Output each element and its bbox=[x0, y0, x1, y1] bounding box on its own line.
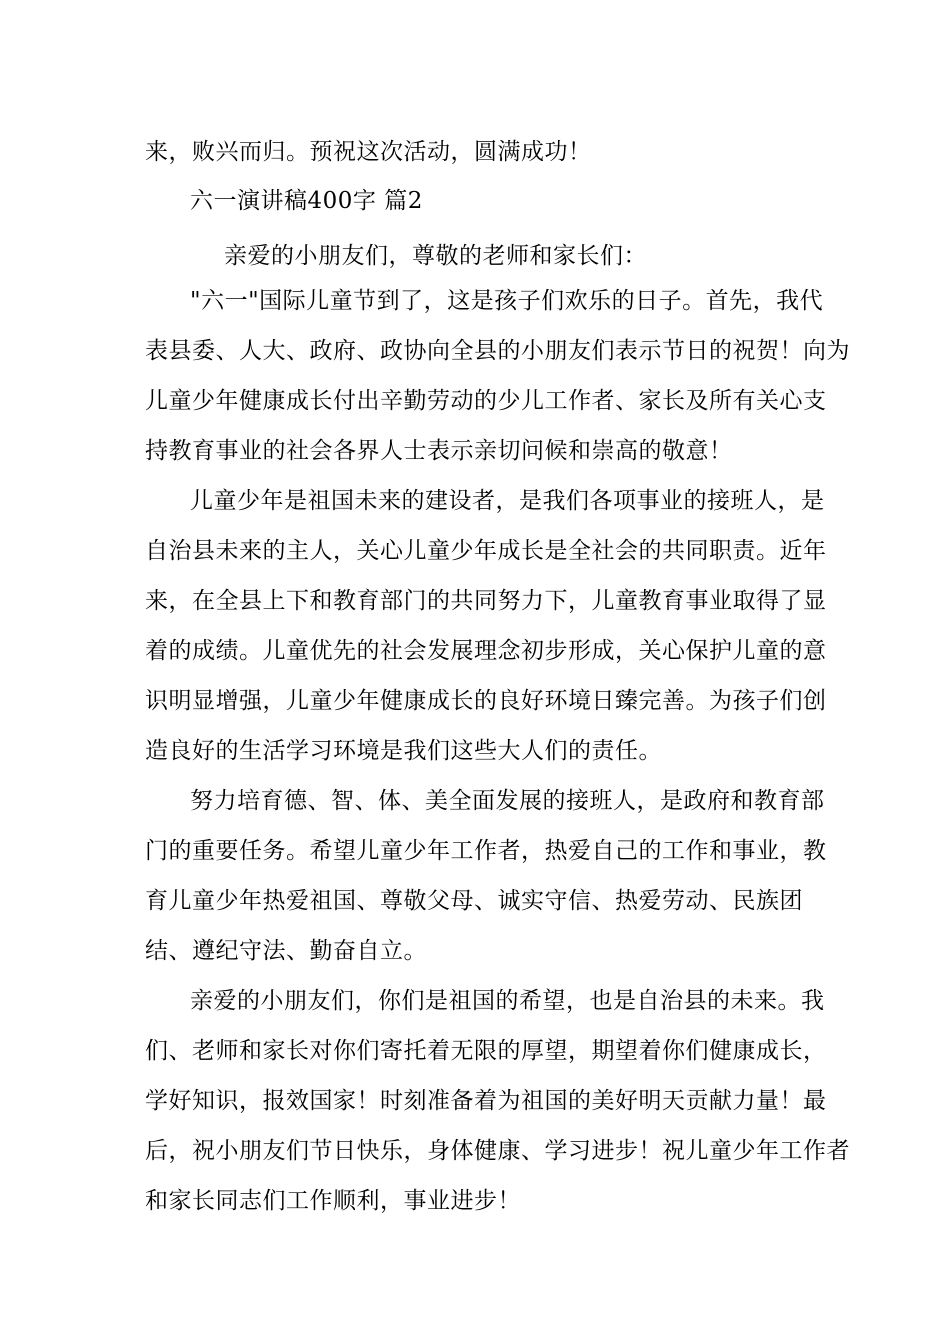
paragraph-line: 表县委、人大、政府、政协向全县的小朋友们表示节日的祝贺！向为 bbox=[145, 338, 850, 364]
paragraph-line: 持教育事业的社会各界人士表示亲切问候和崇高的敬意！ bbox=[145, 438, 733, 464]
paragraph-line: 识明显增强，儿童少年健康成长的良好环境日臻完善。为孩子们创 bbox=[145, 688, 827, 714]
paragraph-line: 着的成绩。儿童优先的社会发展理念初步形成，关心保护儿童的意 bbox=[145, 638, 827, 664]
paragraph-line: 们、老师和家长对你们寄托着无限的厚望，期望着你们健康成长， bbox=[145, 1038, 827, 1064]
continuation-line: 来，败兴而归。预祝这次活动，圆满成功！ bbox=[145, 139, 592, 165]
paragraph-line: 和家长同志们工作顺利，事业进步！ bbox=[145, 1188, 521, 1214]
paragraph-line: "六一"国际儿童节到了，这是孩子们欢乐的日子。首先，我代 bbox=[190, 288, 824, 314]
paragraph-line: 造良好的生活学习环境是我们这些大人们的责任。 bbox=[145, 738, 662, 764]
paragraph-line: 门的重要任务。希望儿童少年工作者，热爱自己的工作和事业，教 bbox=[145, 838, 827, 864]
paragraph-line: 努力培育德、智、体、美全面发展的接班人，是政府和教育部 bbox=[190, 788, 825, 814]
paragraph-line: 自治县未来的主人，关心儿童少年成长是全社会的共同职责。近年 bbox=[145, 538, 827, 564]
section-heading: 六一演讲稿400字 篇2 bbox=[190, 188, 423, 214]
paragraph-line: 亲爱的小朋友们，你们是祖国的希望，也是自治县的未来。我 bbox=[190, 988, 825, 1014]
paragraph-line: 学好知识，报效国家！时刻准备着为祖国的美好明天贡献力量！最 bbox=[145, 1088, 827, 1114]
paragraph-line: 育儿童少年热爱祖国、尊敬父母、诚实守信、热爱劳动、民族团 bbox=[145, 888, 803, 914]
paragraph-line: 结、遵纪守法、勤奋自立。 bbox=[145, 938, 427, 964]
paragraph-line: 来，在全县上下和教育部门的共同努力下，儿童教育事业取得了显 bbox=[145, 588, 827, 614]
salutation: 亲爱的小朋友们，尊敬的老师和家长们： bbox=[224, 243, 647, 269]
paragraph-line: 儿童少年是祖国未来的建设者，是我们各项事业的接班人，是 bbox=[190, 488, 825, 514]
paragraph-line: 儿童少年健康成长付出辛勤劳动的少儿工作者、家长及所有关心支 bbox=[145, 388, 827, 414]
paragraph-line: 后，祝小朋友们节日快乐，身体健康、学习进步！祝儿童少年工作者 bbox=[145, 1138, 850, 1164]
